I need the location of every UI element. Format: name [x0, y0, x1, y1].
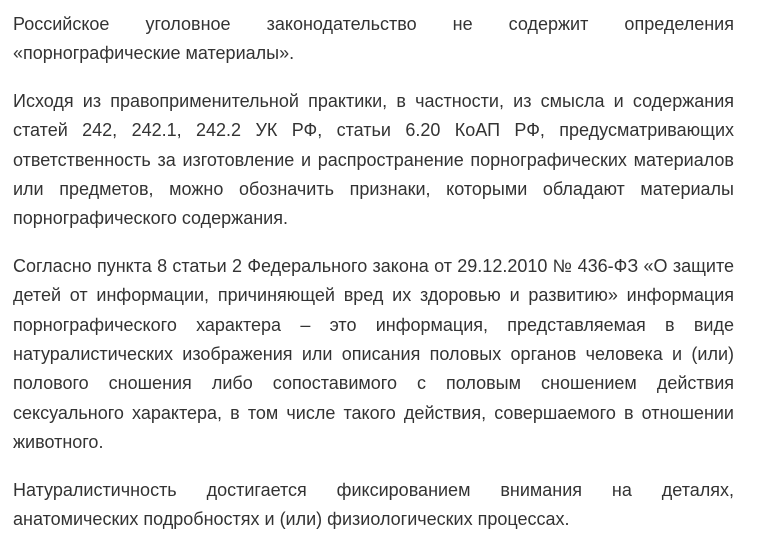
paragraph-law-practice: Исходя из правоприменительной практики, в частности, из смысла и содержания статей 242, 242.1, 242.2 УК РФ, статьи 6.20 КоАП РФ, предусматривающих ответственность за изготовление и распространение порнографических материалов или предметов, можно обозначить признаки, которыми обладают материалы порнографического содержания.: [13, 90, 734, 229]
paragraph-naturalism: Натуралистичность достигается фиксированием внимания на деталях, анатомических подробностях и (или) физиологических процессах.: [13, 479, 734, 530]
paragraph-federal-law-definition: Согласно пункта 8 статьи 2 Федерального закона от 29.12.2010 № 436-ФЗ «О защите детей от информации, причиняющей вред их здоровью и развитию» информация порнографического характера – это информация, представляемая в виде натуралистических изображения или описания половых органов человека и (или) полового сношения либо сопоставимого с половым сношением действия сексуального характера, в том числе такого действия, совершаемого в отношении животного.: [13, 255, 734, 453]
article-body: [13, 10, 734, 535]
paragraph-definition-absence: Российское уголовное законодательство не содержит определения «порнографические материалы».: [13, 14, 734, 64]
